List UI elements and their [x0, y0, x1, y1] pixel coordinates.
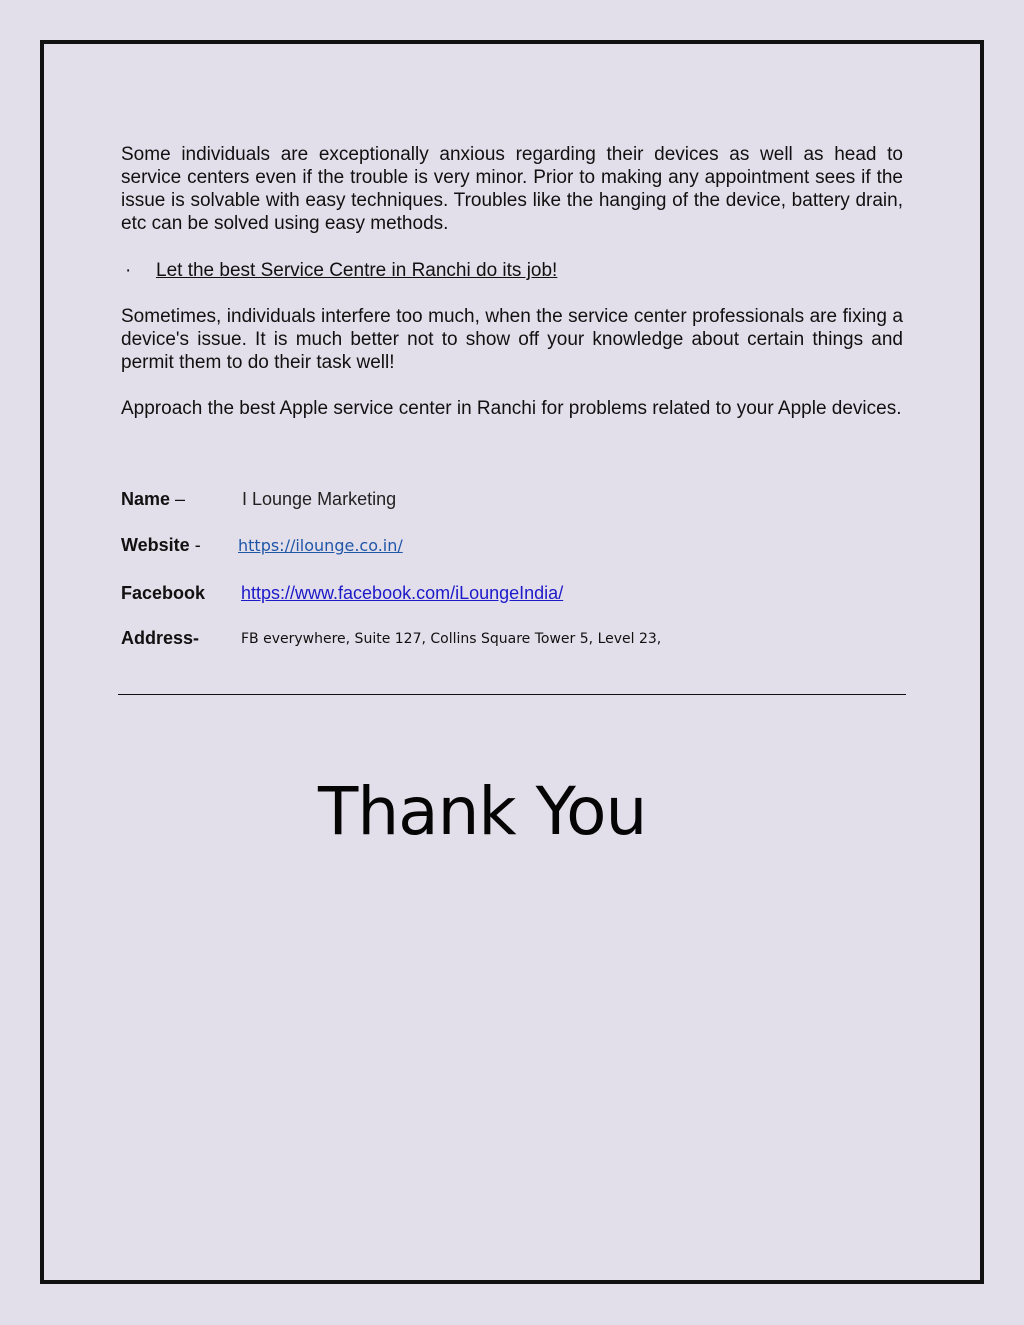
website-label	[121, 535, 201, 556]
name-separator: –	[170, 489, 186, 509]
address-label: Address-	[121, 628, 200, 648]
contact-facebook-row	[121, 583, 903, 607]
facebook-link[interactable]: https://www.facebook.com/iLoungeIndia/	[241, 583, 564, 603]
contact-address-row	[121, 628, 903, 652]
advice-paragraph: Sometimes, individuals interfere too much, when the service center professionals are fixing a device's issue. It is much better not to show off your knowledge about certain things and permit them to do their task well!	[121, 306, 903, 373]
service-centre-link[interactable]: Let the best Service Centre in Ranchi do its job!	[156, 260, 558, 281]
website-link[interactable]: https://ilounge.co.in/	[238, 536, 403, 555]
website-label-text: Website	[121, 535, 190, 555]
intro-paragraph: Some individuals are exceptionally anxious regarding their devices as well as head to service centers even if the trouble is very minor. Prior to making any appointment sees if the issue is solvable with easy techniques. Troubles like the hanging of the device, battery drain, etc can be solved using easy methods.	[121, 144, 903, 234]
thank-you-heading: Thank You	[318, 773, 647, 850]
name-label-text: Name	[121, 489, 171, 509]
section-divider	[118, 694, 906, 695]
name-value: I Lounge Marketing	[242, 489, 397, 509]
approach-paragraph: Approach the best Apple service center in Ranchi for problems related to your Apple devices.	[121, 398, 902, 419]
address-value: FB everywhere, Suite 127, Collins Square Tower 5, Level 23,	[241, 631, 662, 647]
contact-website-row	[121, 535, 903, 559]
contact-name-row	[121, 489, 903, 513]
name-label	[121, 489, 185, 510]
bullet-icon: ·	[125, 260, 132, 281]
facebook-label: Facebook	[121, 583, 206, 603]
website-separator: -	[189, 535, 201, 555]
